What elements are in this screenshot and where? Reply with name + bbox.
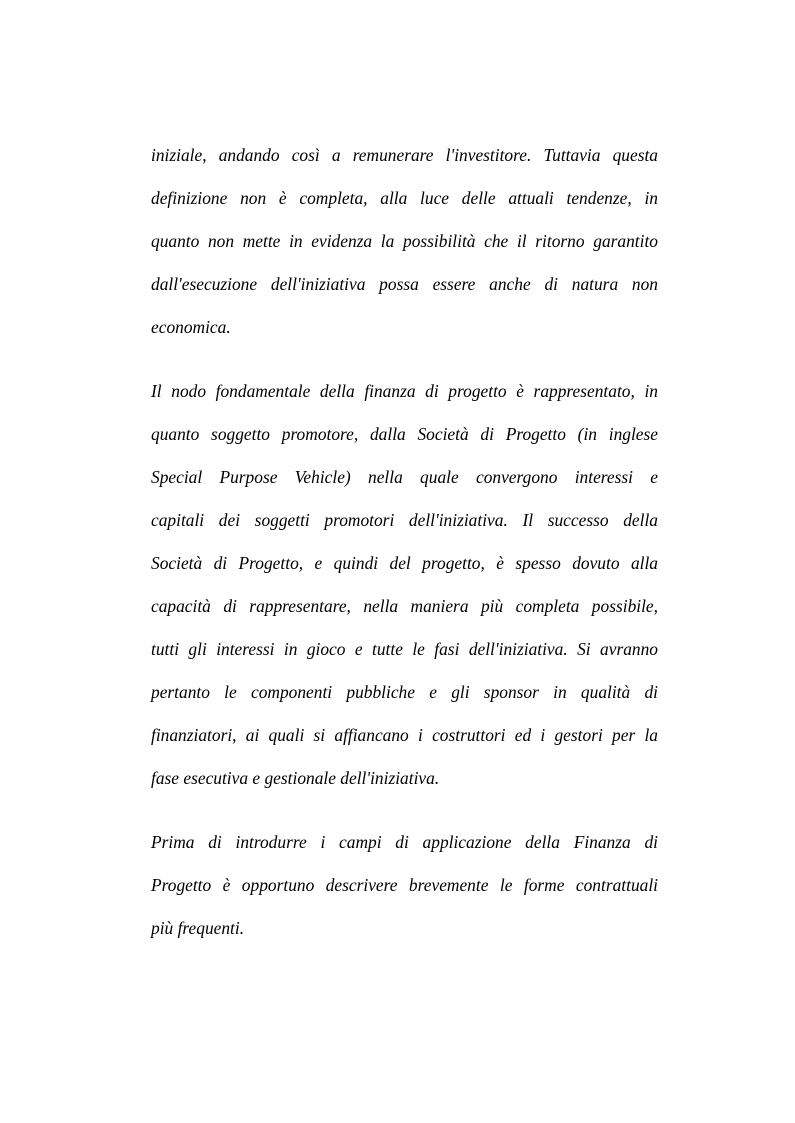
paragraph-gap: [151, 353, 658, 374]
text-line: dall'esecuzione dell'iniziativa possa essere anche di natura non: [151, 274, 658, 294]
text-line: Special Purpose Vehicle) nella quale convergono interessi e: [151, 467, 658, 487]
text-line: Il nodo fondamentale della finanza di progetto è rappresentato, in: [151, 381, 658, 401]
paragraph-2: [151, 374, 658, 804]
paragraph-1: [151, 138, 658, 353]
text-line: definizione non è completa, alla luce delle attuali tendenze, in: [151, 188, 658, 208]
paragraph-gap: [151, 804, 658, 825]
paragraph-3: [151, 825, 658, 954]
text-line: quanto soggetto promotore, dalla Società di Progetto (in inglese: [151, 424, 658, 444]
text-line: Prima di introdurre i campi di applicazione della Finanza di: [151, 832, 658, 852]
text-line: fase esecutiva e gestionale dell'iniziativa.: [151, 768, 440, 788]
text-line: capitali dei soggetti promotori dell'iniziativa. Il successo della: [151, 510, 658, 530]
text-line: più frequenti.: [151, 918, 245, 938]
text-line: Progetto è opportuno descrivere brevemente le forme contrattuali: [151, 875, 658, 895]
body-text: [151, 138, 658, 954]
text-line: economica.: [151, 317, 231, 337]
text-line: finanziatori, ai quali si affiancano i costruttori ed i gestori per la: [151, 725, 658, 745]
text-line: pertanto le componenti pubbliche e gli sponsor in qualità di: [151, 682, 658, 702]
text-line: tutti gli interessi in gioco e tutte le fasi dell'iniziativa. Si avranno: [151, 639, 658, 659]
text-line: iniziale, andando così a remunerare l'investitore. Tuttavia questa: [151, 145, 658, 165]
text-line: quanto non mette in evidenza la possibilità che il ritorno garantito: [151, 231, 658, 251]
text-line: capacità di rappresentare, nella maniera più completa possibile,: [151, 596, 658, 616]
text-line: Società di Progetto, e quindi del progetto, è spesso dovuto alla: [151, 553, 658, 573]
